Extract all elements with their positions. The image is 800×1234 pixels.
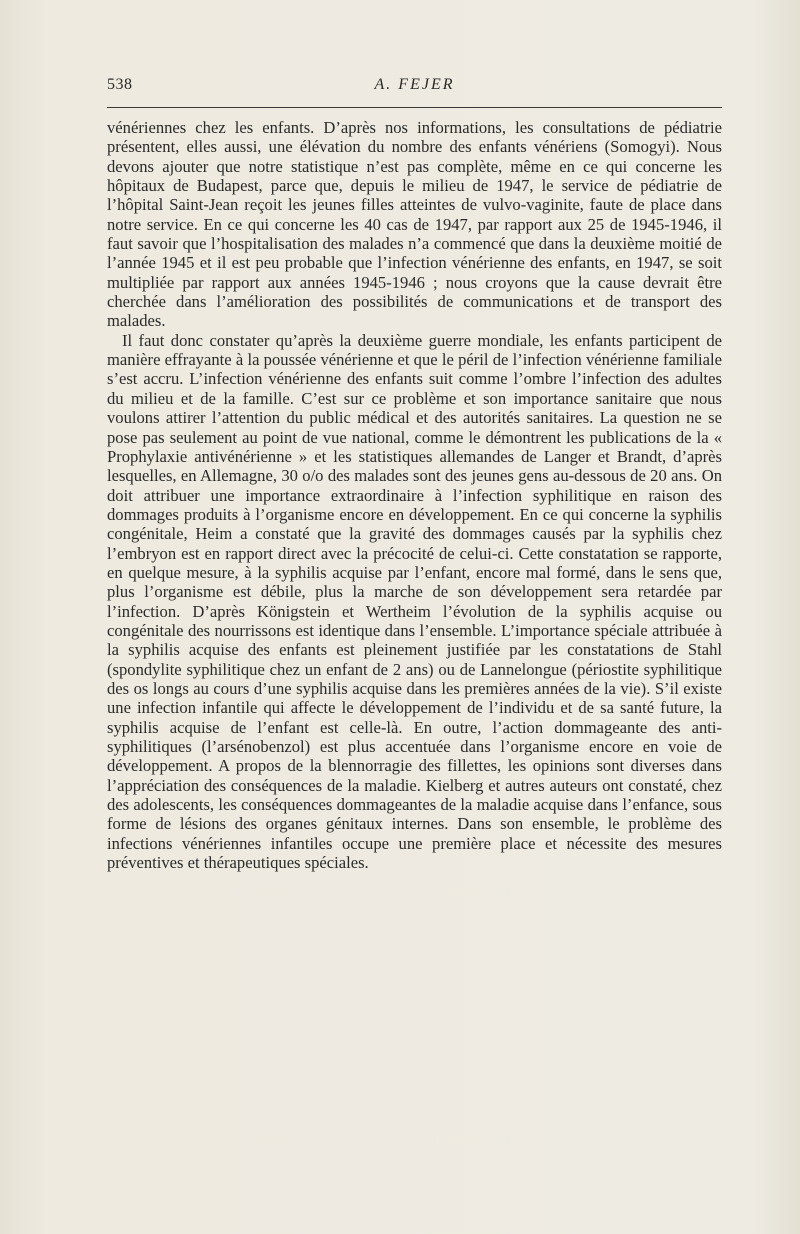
header-rule	[107, 107, 722, 108]
running-title: A. FEJER	[374, 76, 455, 93]
paragraph-continued: vénériennes chez les enfants. D’après nos informations, les consultations de pédiatrie présentent, elles aussi, une élévation du nombre des enfants vénériens (Somogyi). Nous devons ajouter que notre statistique n’est pas complète, même en ce qui concerne les hôpitaux de Budapest, parce que, depuis le milieu de 1947, le service de pédiatrie de l’hôpital Saint-Jean reçoit les jeunes filles atteintes de vulvo-vaginite, faute de place dans notre service. En ce qui concerne les 40 cas de 1947, par rapport aux 25 de 1945-1946, il faut savoir que l’hospitalisation des malades n’a commencé que dans la deuxième moitié de l’année 1945 et il est peu probable que l’infection vénérienne des enfants, en 1947, se soit multipliée par rapport aux années 1945-1946 ; nous croyons que la cause devrait être cherchée dans l’amélioration des possibilités de communications et de transport des malades.	[107, 118, 722, 331]
paragraph: Il faut donc constater qu’après la deuxième guerre mondiale, les enfants participent de manière effrayante à la poussée vénérienne et que le péril de l’infection vénérienne familiale s’est accru. L’infection vénérienne des enfants suit comme l’ombre l’infection des adultes du milieu et de la famille. C’est sur ce problème et son importance sanitaire que nous voulons attirer l’attention du public médical et des autorités sanitaires. La question ne se pose pas seulement au point de vue national, comme le démontrent les publications de la « Prophylaxie antivénérienne » et les statistiques allemandes de Langer et Brandt, d’après lesquelles, en Allemagne, 30 o/o des malades sont des jeunes gens au-dessous de 20 ans. On doit attribuer une importance extraordinaire à l’infection syphilitique en raison des dommages produits à l’organisme encore en développement. En ce qui concerne la syphilis congénitale, Heim a constaté que la gravité des dommages causés par la syphilis chez l’embryon est en rapport direct avec la précocité de celui-ci. Cette constatation se rapporte, en quelque mesure, à la syphilis acquise par l’enfant, encore mal formé, dans le sens que, plus l’organisme est débile, plus la marche de son développement sera retardée par l’infection. D’après Königstein et Wertheim l’évolution de la syphilis acquise ou congénitale des nourrissons est identique dans l’ensemble. L’importance spéciale attribuée à la syphilis acquise des enfants est pleinement justifiée par les constatations de Stahl (spondylite syphilitique chez un enfant de 2 ans) ou de Lannelongue (périostite syphilitique des os longs au cours d’une syphilis acquise dans les premières années de la vie). S’il existe une infection infantile qui affecte le développement de l’individu et de sa santé future, la syphilis acquise de l’enfant est celle-là. En outre, l’action dommageante des anti-syphilitiques (l’arsénobenzol) est plus accentuée dans l’organisme encore en voie de développement. A propos de la blennorragie des fillettes, les opinions sont diverses dans l’appréciation des conséquences de la maladie. Kielberg et autres auteurs ont constaté, chez des adolescents, les conséquences dommageantes de la maladie acquise dans l’enfance, sous forme de lésions des organes génitaux internes. Dans son ensemble, le problème des infections vénériennes infantiles occupe une première place et nécessite des mesures préventives et thérapeutiques spéciales.	[107, 330, 722, 873]
body-text	[107, 118, 722, 872]
page-number: 538	[107, 76, 133, 93]
running-head	[107, 76, 722, 100]
